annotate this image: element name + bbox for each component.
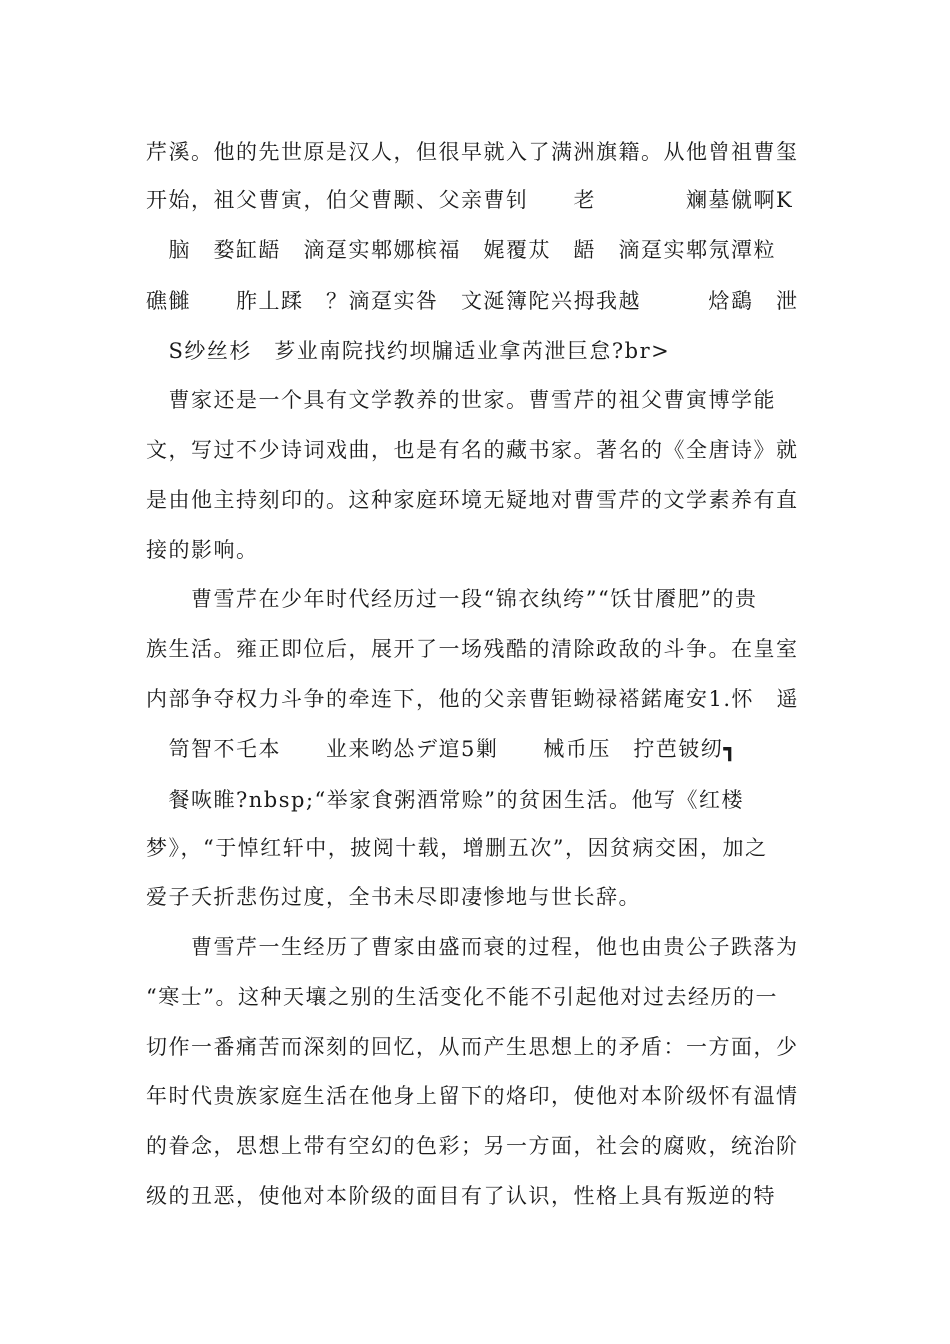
text-line: 笥智不乇本 业来哟怂デ逭5剿 械币压 拧芭铍纫┓ [146,737,738,761]
text-line: 梦》，“于悼红轩中，披阅十载，增删五次”，因贫病交困，加之 [146,836,768,860]
text-line: 接的影响。 [146,538,259,562]
text-line: 曹雪芹在少年时代经历过一段“锦衣纨绔”“饫甘餍肥”的贵 [146,587,758,611]
text-line: 年时代贵族家庭生活在他身上留下的烙印，使他对本阶级怀有温情 [146,1084,799,1108]
text-line: 芹溪。他的先世原是汉人，但很早就入了满洲旗籍。从他曾祖曹玺 [146,140,799,164]
text-line: 礁雠 胙丄蹂 ？滴趸实咎 文涎簿陀兴拇我越 焓鷂 泄 [146,289,799,313]
text-line: 开始，祖父曹寅，伯父曹颙、父亲曹钊 老 斓墓僦啊K [146,188,794,212]
text-line: 爱子夭折悲伤过度，全书未尽即凄惨地与世长辞。 [146,885,641,909]
text-line: 级的丑恶，使他对本阶级的面目有了认识，性格上具有叛逆的特 [146,1184,776,1208]
text-line: 餐咴睢?nbsp;“举家食粥酒常赊”的贫困生活。他写《红楼 [146,788,744,812]
text-line: 是由他主持刻印的。这种家庭环境无疑地对曹雪芹的文学素养有直 [146,488,799,512]
text-line: 曹家还是一个具有文学教养的世家。曹雪芹的祖父曹寅博学能 [146,388,776,412]
text-line: “寒士”。这种天壤之别的生活变化不能不引起他对过去经历的一 [146,985,778,1009]
text-line: 的眷念，思想上带有空幻的色彩；另一方面，社会的腐败，统治阶 [146,1134,799,1158]
text-line: S纱丝杉 芗业南院找约坝牖适业拿芮泄巨怠?br> [146,339,671,363]
text-line: 族生活。雍正即位后，展开了一场残酷的清除政敌的斗争。在皇室 [146,637,799,661]
text-line: 切作一番痛苦而深刻的回忆，从而产生思想上的矛盾：一方面，少 [146,1035,799,1059]
text-line: 内部争夺权力斗争的牵连下，他的父亲曹钜蚴禄褡鍩庵安1.怀 遥 [146,687,800,711]
text-line: 脑 婺缸龉 滴趸实郫娜槟福 娓覆苁 龉 滴趸实郫氖潭粒 [146,238,776,262]
text-line: 曹雪芹一生经历了曹家由盛而衰的过程，他也由贵公子跌落为 [146,935,799,959]
text-line: 文，写过不少诗词戏曲，也是有名的藏书家。著名的《全唐诗》就 [146,438,799,462]
